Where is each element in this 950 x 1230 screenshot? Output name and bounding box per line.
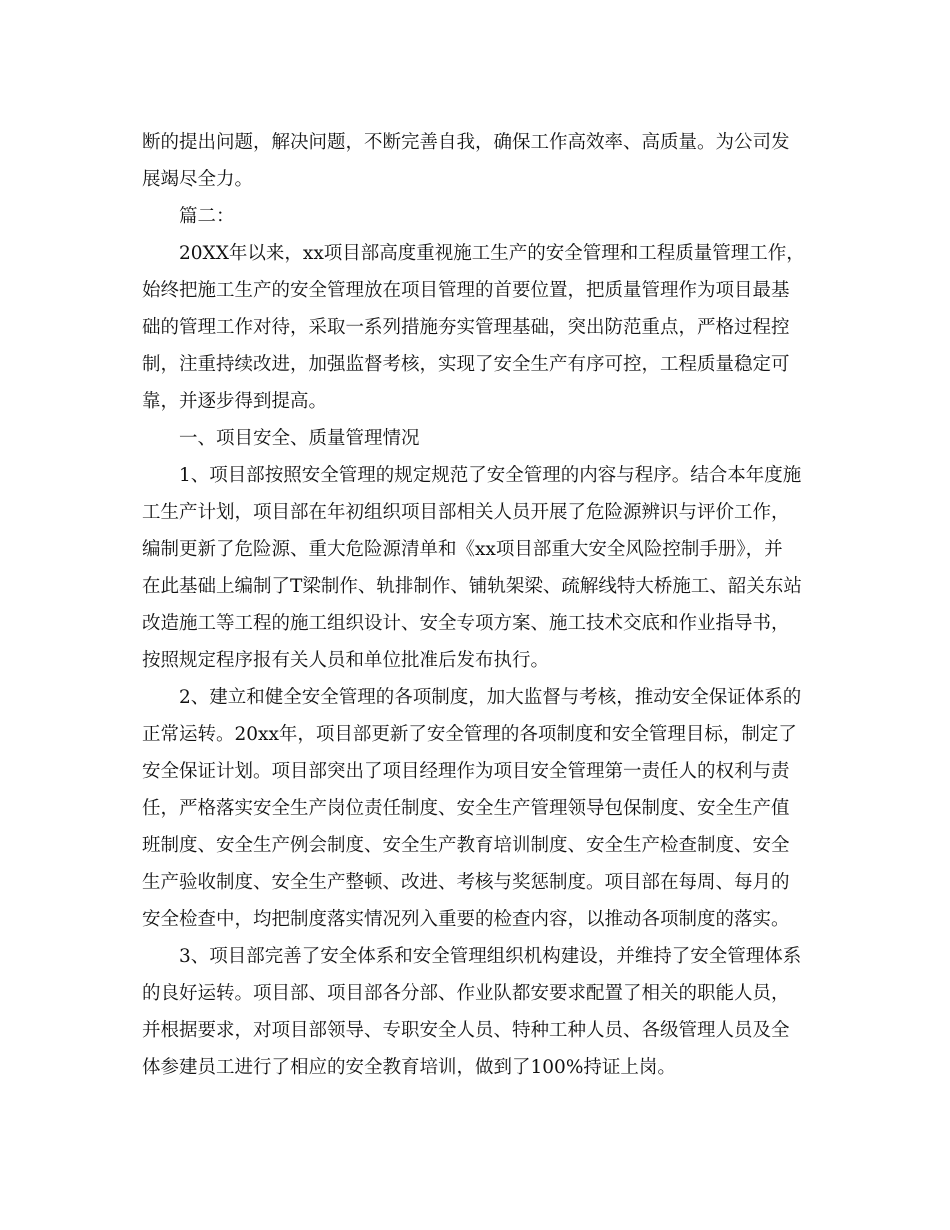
text-line: 生产验收制度、安全生产整顿、改进、考核与奖惩制度。项目部在每周、每月的 [142,872,790,893]
text-line: 班制度、安全生产例会制度、安全生产教育培训制度、安全生产检查制度、安全 [142,835,790,856]
text-line: 展竭尽全力。 [142,169,254,190]
text-line: 体参建员工进行了相应的安全教育培训，做到了100%持证上岗。 [142,1057,676,1078]
text-line: 在此基础上编制了T梁制作、轨排制作、铺轨架梁、疏解线特大桥施工、韶关东站 [142,576,802,597]
text-line: 一、项目安全、质量管理情况 [179,428,420,449]
text-line: 按照规定程序报有关人员和单位批准后发布执行。 [142,650,550,671]
text-line: 篇二： [179,206,235,227]
text-line: 任，严格落实安全生产岗位责任制度、安全生产管理领导包保制度、安全生产值 [142,798,790,819]
text-line: 正常运转。20xx年，项目部更新了安全管理的各项制度和安全管理目标，制定了 [142,724,797,745]
text-line: 改造施工等工程的施工组织设计、安全专项方案、施工技术交底和作业指导书， [142,613,790,634]
text-line: 1、项目部按照安全管理的规定规范了安全管理的内容与程序。结合本年度施 [179,465,802,486]
text-line: 编制更新了危险源、重大危险源清单和《xx项目部重大安全风险控制手册》，并 [142,539,783,560]
text-line: 始终把施工生产的安全管理放在项目管理的首要位置，把质量管理作为项目最基 [142,280,790,301]
text-line: 的良好运转。项目部、项目部各分部、作业队都安要求配置了相关的职能人员， [142,983,790,1004]
text-line: 安全检查中，均把制度落实情况列入重要的检查内容，以推动各项制度的落实。 [142,909,790,930]
text-line: 2、建立和健全安全管理的各项制度，加大监督与考核，推动安全保证体系的 [179,687,802,708]
text-line: 础的管理工作对待，采取一系列措施夯实管理基础，突出防范重点，严格过程控 [142,317,790,338]
document-body [142,124,814,1086]
text-line: 断的提出问题，解决问题，不断完善自我，确保工作高效率、高质量。为公司发 [142,132,790,153]
text-line: 并根据要求，对项目部领导、专职安全人员、特种工种人员、各级管理人员及全 [142,1020,790,1041]
text-line: 3、项目部完善了安全体系和安全管理组织机构建设，并维持了安全管理体系 [179,946,802,967]
text-line: 安全保证计划。项目部突出了项目经理作为项目安全管理第一责任人的权利与责 [142,761,790,782]
text-line: 靠，并逐步得到提高。 [142,391,328,412]
text-line: 20XX年以来，xx项目部高度重视施工生产的安全管理和工程质量管理工作， [179,243,805,264]
text-line: 工生产计划，项目部在年初组织项目部相关人员开展了危险源辨识与评价工作， [142,502,790,523]
text-line: 制，注重持续改进，加强监督考核，实现了安全生产有序可控，工程质量稳定可 [142,354,790,375]
